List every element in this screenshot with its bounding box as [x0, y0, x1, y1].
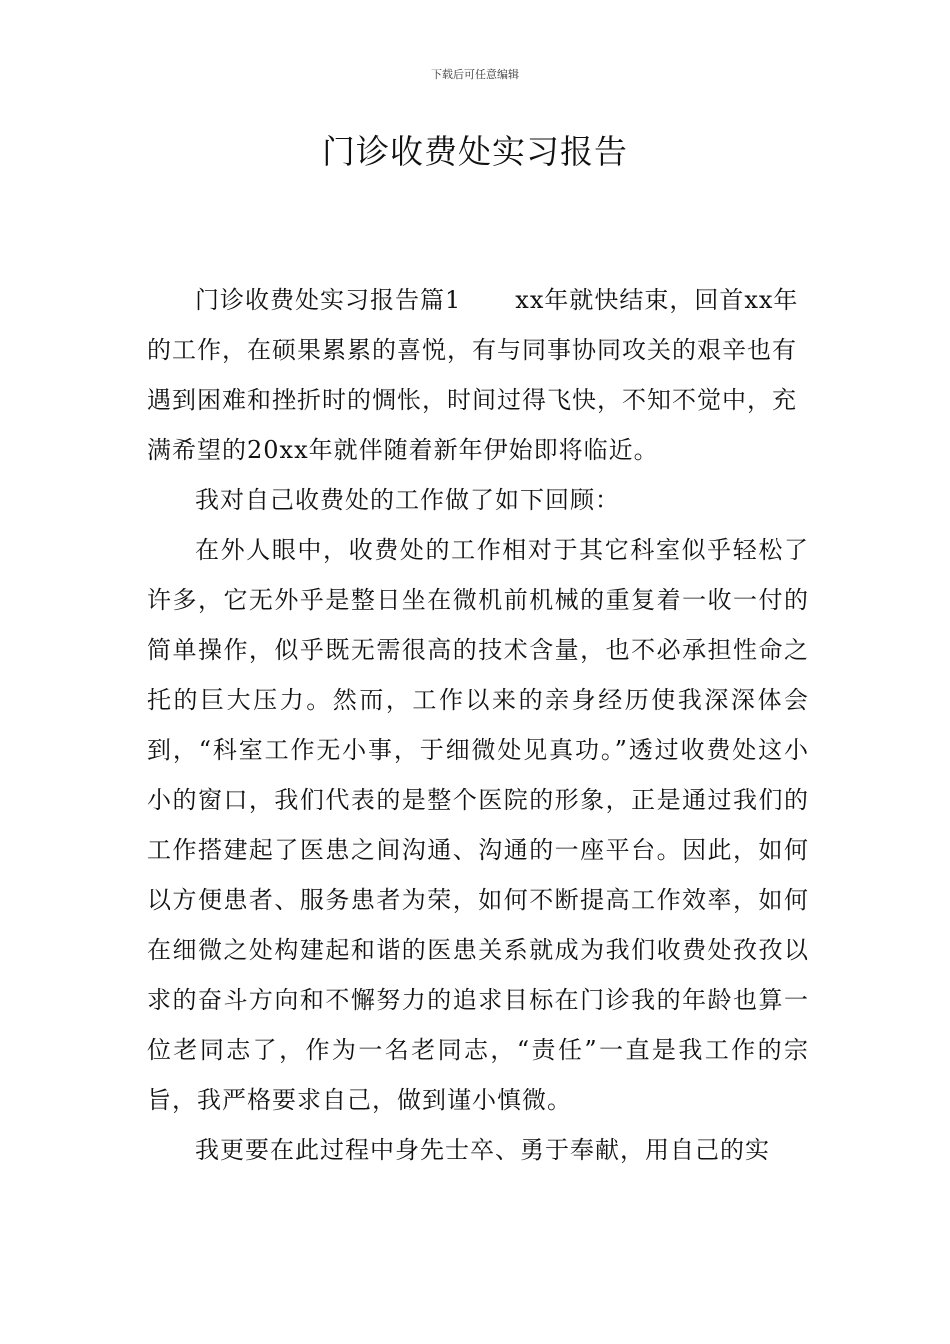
paragraph-3: 在外人眼中，收费处的工作相对于其它科室似乎轻松了许多，它无外乎是整日坐在微机前机械的重复着一收一付的简单操作，似乎既无需很高的技术含量，也不必承担性命之托的巨大压力。然而，工作以来的亲身经历使我深深体会到，“科室工作无小事，于细微处见真功。”透过收费处这小小的窗口，我们代表的是整个医院的形象，正是通过我们的工作搭建起了医患之间沟通、沟通的一座平台。因此，如何以方便患者、服务患者为荣，如何不断提高工作效率，如何在细微之处构建起和谐的医患关系就成为我们收费处孜孜以求的奋斗方向和不懈努力的追求目标在门诊我的年龄也算一位老同志了，作为一名老同志，“责任”一直是我工作的宗旨，我严格要求自己，做到谨小慎微。 — [147, 536, 809, 1114]
paragraph-1 — [147, 275, 809, 475]
document-body — [147, 275, 809, 1175]
document-title: 门诊收费处实习报告 — [322, 132, 628, 171]
paragraph-1-text: xx年就快结束，回首xx年的工作，在硕果累累的喜悦，有与同事协同攻关的艰辛也有遇到困难和挫折时的惆怅，时间过得飞快，不知不觉中，充满希望的20xx年就伴随着新年伊始即将临近。 — [147, 286, 799, 464]
paragraph-2: 我对自己收费处的工作做了如下回顾： — [195, 486, 620, 514]
paragraph-1-heading: 门诊收费处实习报告篇1 — [195, 286, 462, 314]
paragraph-4: 我更要在此过程中身先士卒、勇于奉献，用自己的实 — [195, 1136, 770, 1164]
header-note: 下载后可任意编辑 — [431, 68, 519, 81]
